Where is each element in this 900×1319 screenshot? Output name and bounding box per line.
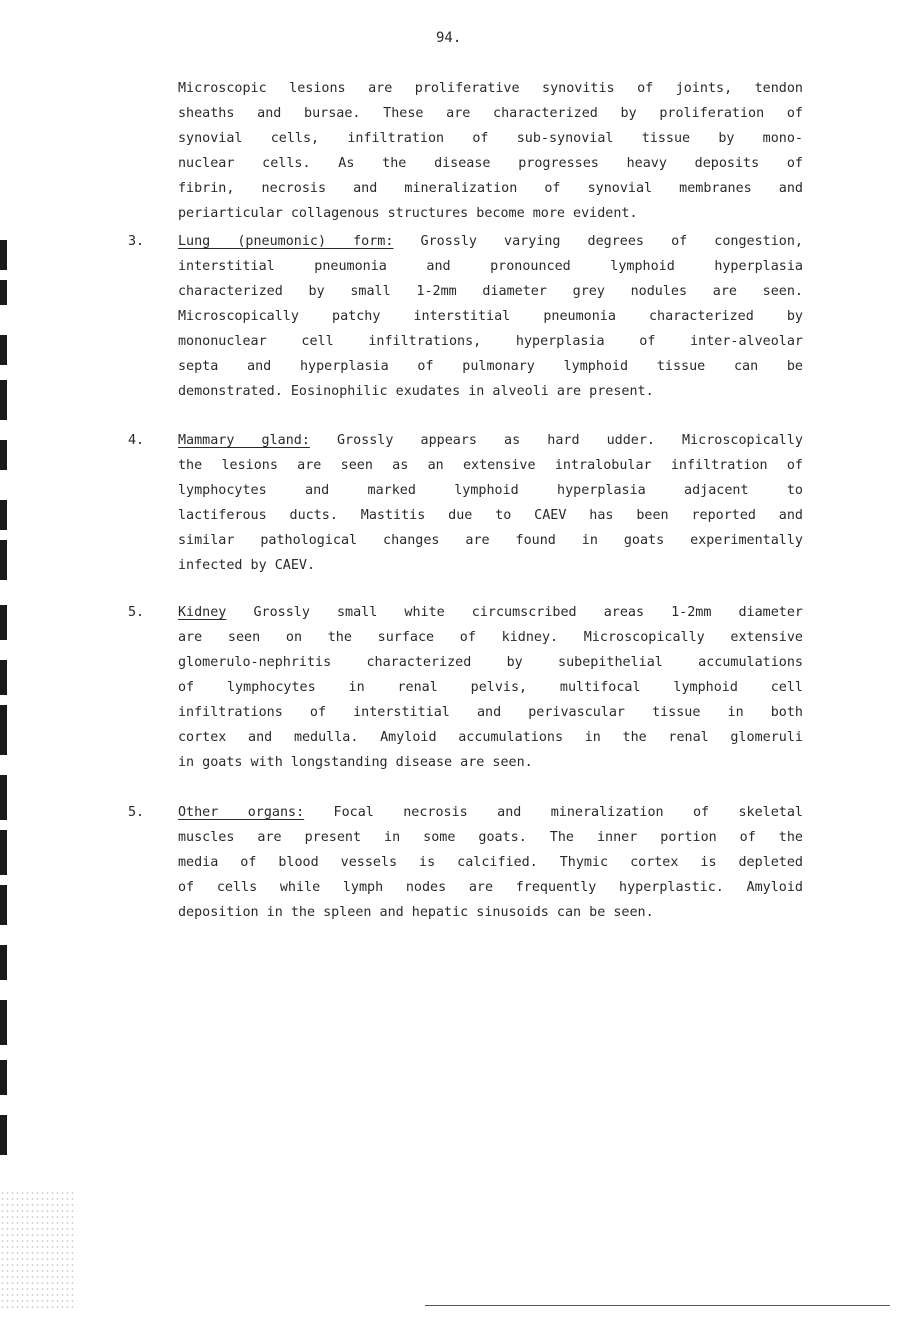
item-number: 3. [128, 234, 145, 249]
text-line: deposition in the spleen and hepatic sinusoids can be seen. [178, 905, 654, 920]
text-line: muscles are present in some goats. The inner portion of the [178, 830, 803, 845]
text-line: of lymphocytes in renal pelvis, multifocal lymphoid cell [178, 680, 803, 695]
text-line: synovial cells, infiltration of sub-synovial tissue by mono- [178, 131, 803, 146]
scan-edge-mark [0, 705, 7, 755]
text-line: are seen on the surface of kidney. Microscopically extensive [178, 630, 803, 645]
scan-edge-mark [0, 885, 7, 925]
footer-rule [425, 1305, 890, 1306]
text-line: nuclear cells. As the disease progresses heavy deposits of [178, 156, 803, 171]
scan-edge-mark [0, 1115, 7, 1155]
text-line: the lesions are seen as an extensive intralobular infiltration of [178, 458, 803, 473]
text-line: septa and hyperplasia of pulmonary lymphoid tissue can be [178, 359, 803, 374]
text-line: demonstrated. Eosinophilic exudates in alveoli are present. [178, 384, 654, 399]
scan-edge-mark [0, 1060, 7, 1095]
scan-edge-mark [0, 280, 7, 305]
item-heading: Lung (pneumonic) form: [178, 234, 394, 249]
item-heading: Mammary gland: [178, 433, 310, 448]
item-body [178, 229, 803, 404]
scan-edge-mark [0, 1000, 7, 1045]
text-line [178, 229, 803, 254]
scan-edge-mark [0, 380, 7, 420]
text-line: periarticular collagenous structures become more evident. [178, 206, 638, 221]
text-fragment: Grossly varying degrees of congestion, [393, 234, 803, 249]
scan-edge-mark [0, 440, 7, 470]
text-line: glomerulo-nephritis characterized by subepithelial accumulations [178, 655, 803, 670]
text-line: of cells while lymph nodes are frequently hyperplastic. Amyloid [178, 880, 803, 895]
scan-edge-mark [0, 775, 7, 820]
text-line [178, 800, 803, 825]
scan-edge-mark [0, 335, 7, 365]
scan-edge-mark [0, 830, 7, 875]
text-line: similar pathological changes are found in goats experimentally [178, 533, 803, 548]
item-number: 5. [128, 605, 145, 620]
item-body [178, 800, 803, 925]
text-line: lactiferous ducts. Mastitis due to CAEV has been reported and [178, 508, 803, 523]
text-line: Microscopic lesions are proliferative synovitis of joints, tendon [178, 81, 803, 96]
text-line: interstitial pneumonia and pronounced lymphoid hyperplasia [178, 259, 803, 274]
text-line [178, 428, 803, 453]
text-line: Microscopically patchy interstitial pneumonia characterized by [178, 309, 803, 324]
text-fragment: Grossly small white circumscribed areas 1-2mm diameter [226, 605, 803, 620]
text-line: infiltrations of interstitial and perivascular tissue in both [178, 705, 803, 720]
text-line: in goats with longstanding disease are seen. [178, 755, 533, 770]
item-number: 4. [128, 433, 145, 448]
intro-paragraph [178, 76, 803, 226]
scan-edge-mark [0, 540, 7, 580]
scan-edge-mark [0, 605, 7, 640]
scan-edge-mark [0, 660, 7, 695]
item-heading: Other organs: [178, 805, 305, 820]
scan-edge-mark [0, 500, 7, 530]
text-line: infected by CAEV. [178, 558, 316, 573]
text-line: sheaths and bursae. These are characterized by proliferation of [178, 106, 803, 121]
text-line: characterized by small 1-2mm diameter grey nodules are seen. [178, 284, 803, 299]
page-number: 94. [436, 30, 462, 46]
text-fragment: Grossly appears as hard udder. Microscopically [309, 433, 803, 448]
item-body [178, 428, 803, 578]
text-line: fibrin, necrosis and mineralization of synovial membranes and [178, 181, 803, 196]
scan-speckle [0, 1190, 75, 1310]
text-line: cortex and medulla. Amyloid accumulations in the renal glomeruli [178, 730, 803, 745]
text-line: media of blood vessels is calcified. Thymic cortex is depleted [178, 855, 803, 870]
text-line [178, 600, 803, 625]
item-body [178, 600, 803, 775]
scan-edge-mark [0, 240, 7, 270]
text-fragment: Focal necrosis and mineralization of skeletal [304, 805, 803, 820]
item-heading: Kidney [178, 605, 227, 620]
item-number: 5. [128, 805, 145, 820]
scan-edge-mark [0, 945, 7, 980]
text-line: lymphocytes and marked lymphoid hyperplasia adjacent to [178, 483, 803, 498]
text-line: mononuclear cell infiltrations, hyperplasia of inter-alveolar [178, 334, 803, 349]
